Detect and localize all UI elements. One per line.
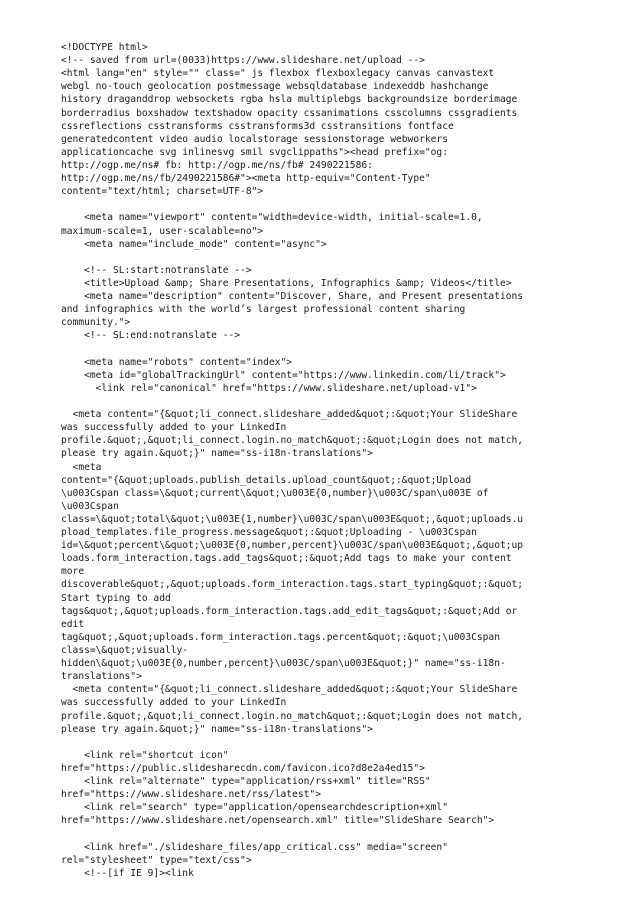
code-line: <meta [61,461,102,473]
code-line: pload_templates.file_progress.message&quot;:&quot;Uploading - \u003Cspan [61,527,477,539]
code-line: Start typing to add [61,592,171,604]
code-line: <title>Upload &amp; Share Presentations, Infographics &amp; Videos</title> [61,277,512,289]
source-code-block [61,41,582,880]
code-line: <!-- SL:end:notranslate --> [61,330,241,342]
code-line [61,343,582,356]
code-line: class=\&quot;total\&quot;\u003E{1,number}\u003C/span\u003E&quot;,&quot;uploads.u [61,513,524,525]
code-line: webgl no-touch geolocation postmessage websqldatabase indexeddb hashchange [61,81,489,93]
code-line: \u003Cspan [61,500,119,512]
code-line: profile.&quot;,&quot;li_connect.login.no_match&quot;:&quot;Login does not match, [61,710,524,722]
code-line: more [61,566,85,578]
code-line: edit [61,618,85,630]
code-line: class=\&quot;visually- [61,645,189,657]
code-line: <link href="./slideshare_files/app_critical.css" media="screen" [61,841,448,853]
code-line: generatedcontent video audio localstorage sessionstorage webworkers [61,133,448,145]
code-line [61,251,582,264]
code-line: hidden\&quot;\u003E{0,number,percent}\u003C/span\u003E&quot;}" name="ss-i18n- [61,658,506,670]
code-line: was successfully added to your LinkedIn [61,697,287,709]
code-line: translations"> [61,671,142,683]
code-line: href="https://www.slideshare.net/opensearch.xml" title="SlideShare Search"> [61,815,495,827]
code-line: <link rel="canonical" href="https://www.slideshare.net/upload-v1"> [61,382,477,394]
code-line: maximum-scale=1, user-scalable=no"> [61,225,264,237]
code-line: <meta id="globalTrackingUrl" content="https://www.linkedin.com/li/track"> [61,369,506,381]
code-line: href="https://www.slideshare.net/rss/latest"> [61,789,321,801]
code-line: <meta name="viewport" content="width=device-width, initial-scale=1.0, [61,212,483,224]
code-line: <meta name="include_mode" content="async"> [61,238,327,250]
code-line: <!--[if IE 9]><link [61,867,194,879]
code-line: content="text/html; charset=UTF-8"> [61,186,264,198]
code-line: profile.&quot;,&quot;li_connect.login.no_match&quot;:&quot;Login does not match, [61,435,524,447]
code-line: content="{&quot;uploads.publish_details.upload_count&quot;:&quot;Upload [61,474,472,486]
code-line [61,736,582,749]
code-line: borderradius boxshadow textshadow opacity cssanimations csscolumns cssgradients [61,107,518,119]
code-line: http://ogp.me/ns/fb/2490221586#"><meta http-equiv="Content-Type" [61,173,431,185]
code-line [61,395,582,408]
code-line [61,198,582,211]
code-line: <!DOCTYPE html> [61,42,148,53]
code-line: <meta name="description" content="Discover, Share, and Present presentations [61,291,524,303]
code-line: tags&quot;,&quot;uploads.form_interaction.tags.add_edit_tags&quot;:&quot;Add or [61,605,518,617]
code-line: <link rel="shortcut icon" [61,749,229,761]
code-line: <html lang="en" style="" class=" js flexbox flexboxlegacy canvas canvastext [61,68,495,80]
code-line: <!-- saved from url=(0033)https://www.slideshare.net/upload --> [61,55,425,67]
code-line: history draganddrop websockets rgba hsla multiplebgs backgroundsize borderimage [61,94,518,106]
code-line: tag&quot;,&quot;uploads.form_interaction.tags.percent&quot;:&quot;\u003Cspan [61,631,500,643]
code-line: \u003Cspan class=\&quot;current\&quot;\u003E{0,number}\u003C/span\u003E of [61,487,489,499]
code-line: <!-- SL:start:notranslate --> [61,264,252,276]
code-line: <meta content="{&quot;li_connect.slideshare_added&quot;:&quot;Your SlideShare [61,684,518,696]
code-line: <meta name="robots" content="index"> [61,356,293,368]
code-line: <link rel="search" type="application/opensearchdescription+xml" [61,802,448,814]
code-line: was successfully added to your LinkedIn [61,422,287,434]
code-line [61,828,582,841]
code-line: community."> [61,317,131,329]
code-line: id=\&quot;percent\&quot;\u003E{0,number,percent}\u003C/span\u003E&quot;,&quot;up [61,540,524,552]
code-line: applicationcache svg inlinesvg smil svgclippaths"><head prefix="og: [61,146,448,158]
code-line: http://ogp.me/ns# fb: http://ogp.me/ns/fb# 2490221586: [61,159,373,171]
code-line: cssreflections csstransforms csstransforms3d csstransitions fontface [61,120,454,132]
code-line: discoverable&quot;,&quot;uploads.form_interaction.tags.start_typing&quot;:&quot; [61,579,524,591]
code-line: <meta content="{&quot;li_connect.slideshare_added&quot;:&quot;Your SlideShare [61,409,518,421]
code-line: href="https://public.slidesharecdn.com/favicon.ico?d8e2a4ed15"> [61,763,425,775]
code-line: please try again.&quot;}" name="ss-i18n-translations"> [61,448,373,460]
code-line: and infographics with the world’s largest professional content sharing [61,304,466,316]
code-line: rel="stylesheet" type="text/css"> [61,854,252,866]
code-line: <link rel="alternate" type="application/rss+xml" title="RSS" [61,776,431,788]
code-line: loads.form_interaction.tags.add_tags&quot;:&quot;Add tags to make your content [61,553,512,565]
code-line: please try again.&quot;}" name="ss-i18n-translations"> [61,723,373,735]
